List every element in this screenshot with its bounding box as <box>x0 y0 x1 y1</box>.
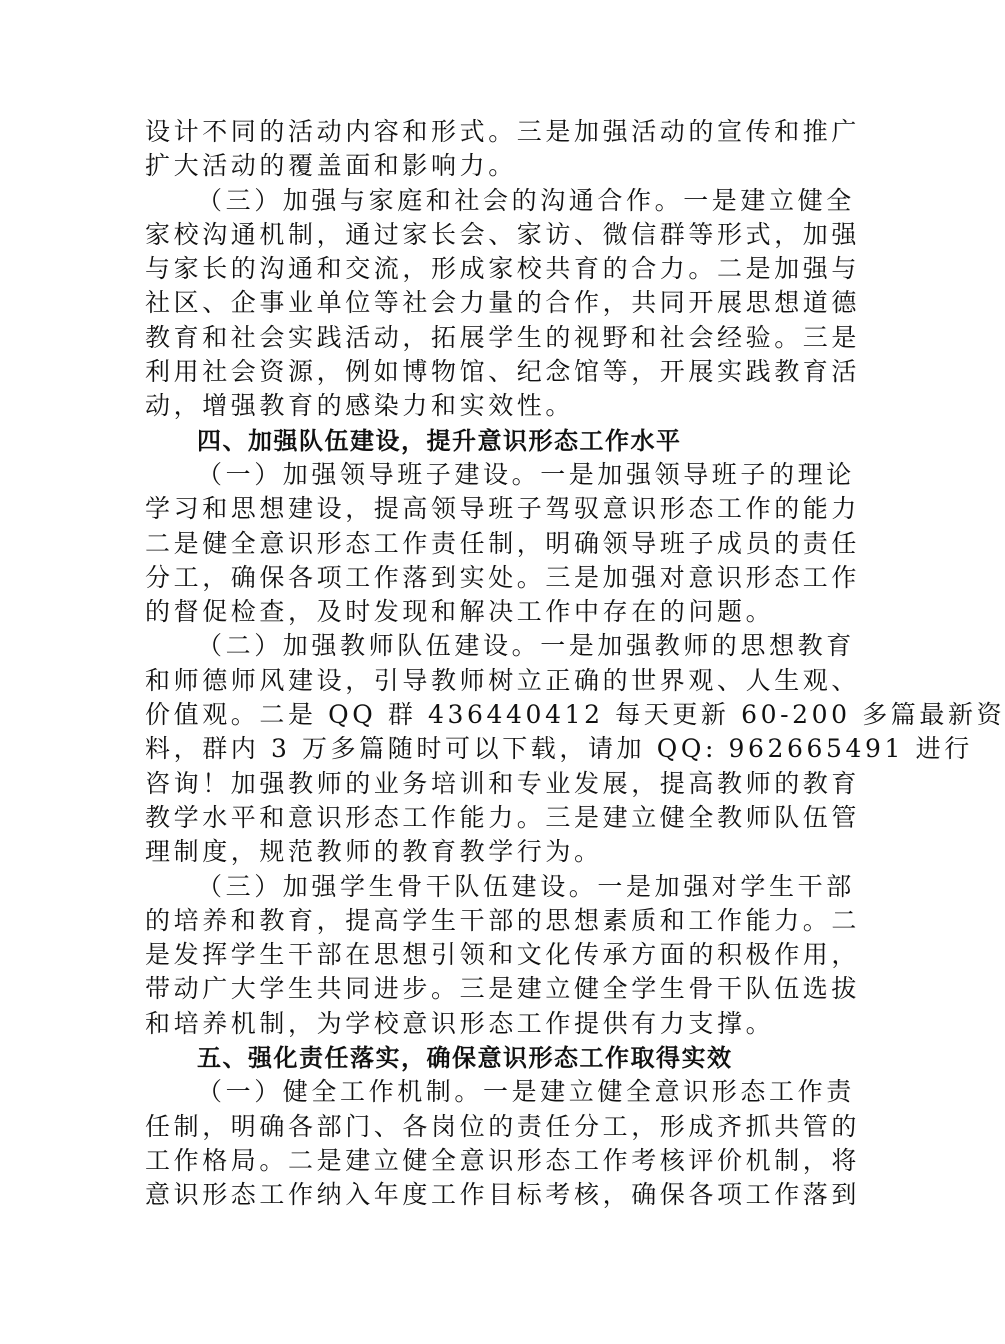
text-line: 理制度，规范教师的教育教学行为。 <box>145 837 603 867</box>
text-line: （三）加强学生骨干队伍建设。一是加强对学生干部 <box>197 871 855 901</box>
paragraph <box>145 629 1005 869</box>
text-line: 是发挥学生干部在思想引领和文化传承方面的积极作用， <box>145 940 861 970</box>
paragraph <box>145 458 861 629</box>
text-line: 教育和社会实践活动，拓展学生的视野和社会经验。三是 <box>145 322 861 352</box>
paragraph <box>145 115 861 184</box>
text-line: 分工，确保各项工作落到实处。三是加强对意识形态工作 <box>145 562 861 592</box>
text-line: 利用社会资源，例如博物馆、纪念馆等，开展实践教育活 <box>145 357 861 387</box>
document-body <box>145 115 1005 1213</box>
text-line: 社区、企事业单位等社会力量的合作，共同开展思想道德 <box>145 288 861 318</box>
text-line: 二是健全意识形态工作责任制，明确领导班子成员的责任 <box>145 528 861 558</box>
paragraph <box>145 184 861 424</box>
heading-text: 四、加强队伍建设，提升意识形态工作水平 <box>197 426 682 455</box>
text-line: 的督促检查，及时发现和解决工作中存在的问题。 <box>145 597 775 627</box>
text-line: 价值观。二是 QQ 群 436440412 每天更新 60-200 多篇最新资 <box>145 700 1005 730</box>
text-line: 设计不同的活动内容和形式。三是加强活动的宣传和推广 <box>145 117 861 146</box>
text-line: 工作格局。二是建立健全意识形态工作考核评价机制，将 <box>145 1145 861 1175</box>
text-line: （一）健全工作机制。一是建立健全意识形态工作责 <box>197 1077 855 1107</box>
text-line: 咨询！加强教师的业务培训和专业发展，提高教师的教育 <box>145 768 861 798</box>
text-line: 家校沟通机制，通过家长会、家访、微信群等形式，加强 <box>145 219 861 249</box>
paragraph <box>145 1075 861 1212</box>
text-line: 和培养机制，为学校意识形态工作提供有力支撑。 <box>145 1008 775 1038</box>
text-line: 学习和思想建设，提高领导班子驾驭意识形态工作的能力 <box>145 494 861 524</box>
section-heading <box>145 1041 807 1075</box>
text-line: 与家长的沟通和交流，形成家校共育的合力。二是加强与 <box>145 254 861 284</box>
section-heading <box>145 424 807 458</box>
text-line: 教学水平和意识形态工作能力。三是建立健全教师队伍管 <box>145 802 861 832</box>
text-line: 动，增强教育的感染力和实效性。 <box>145 391 575 421</box>
text-line: （二）加强教师队伍建设。一是加强教师的思想教育 <box>197 631 855 661</box>
text-line: （三）加强与家庭和社会的沟通合作。一是建立健全 <box>197 185 855 215</box>
heading-text: 五、强化责任落实，确保意识形态工作取得实效 <box>197 1044 733 1073</box>
text-line: 扩大活动的覆盖面和影响力。 <box>145 151 517 181</box>
text-line: 的培养和教育，提高学生干部的思想素质和工作能力。二 <box>145 905 861 935</box>
text-line: 任制，明确各部门、各岗位的责任分工，形成齐抓共管的 <box>145 1111 861 1141</box>
paragraph <box>145 870 861 1041</box>
text-line: 料，群内 3 万多篇随时可以下载，请加 QQ: 962665491 进行 <box>145 734 973 764</box>
text-line: 带动广大学生共同进步。三是建立健全学生骨干队伍选拔 <box>145 974 861 1004</box>
text-line: 和师德师风建设，引导教师树立正确的世界观、人生观、 <box>145 665 861 695</box>
text-line: 意识形态工作纳入年度工作目标考核，确保各项工作落到 <box>145 1180 861 1210</box>
text-line: （一）加强领导班子建设。一是加强领导班子的理论 <box>197 459 855 489</box>
